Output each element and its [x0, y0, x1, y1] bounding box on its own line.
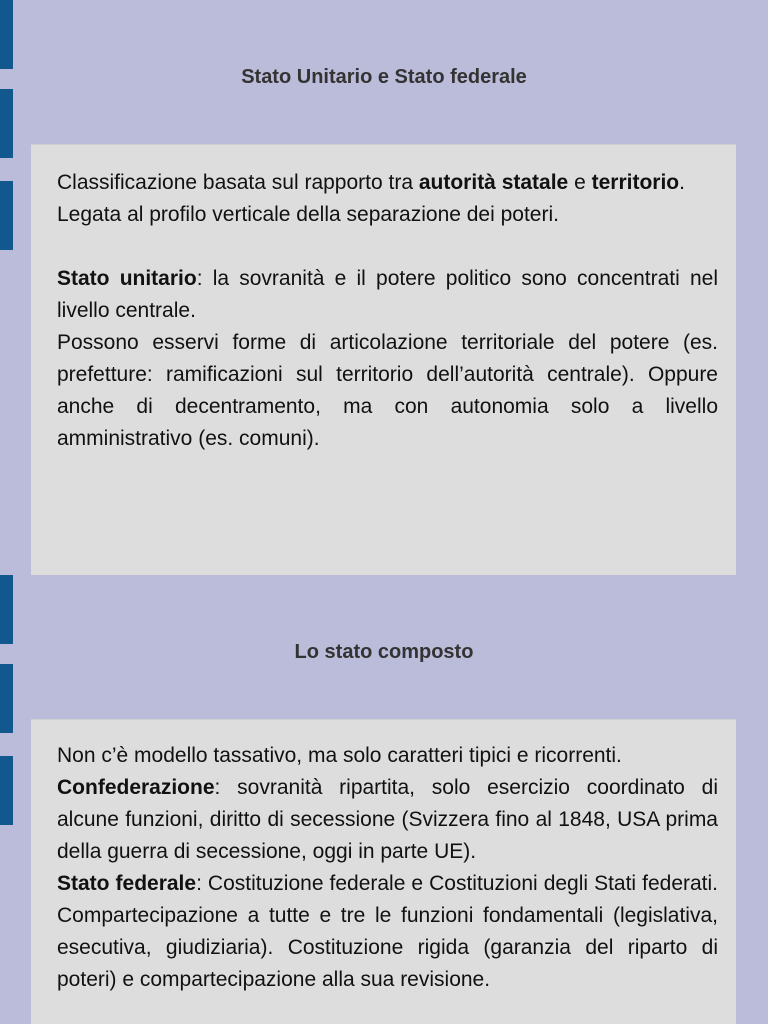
text: Classificazione basata sul rapporto tra: [57, 171, 419, 194]
content-box: [31, 144, 736, 575]
content-box: [31, 719, 736, 1024]
paragraph: [57, 772, 718, 868]
bold-term: Stato unitario: [57, 267, 197, 290]
paragraph: [57, 263, 718, 327]
accent-bar: [0, 89, 13, 158]
paragraph: [57, 868, 718, 996]
text: e: [568, 171, 592, 194]
text: .: [679, 171, 685, 194]
paragraph: Possono esservi forme di articolazione territoriale del potere (es. prefetture: ramificazioni sul territorio dell’autorità centrale). Oppure anche di decentramento, ma con autonomia solo a livello amministrativo (es. comuni).: [57, 331, 718, 450]
bold-term: Stato federale: [57, 872, 197, 895]
accent-bar: [0, 756, 13, 825]
accent-bar: [0, 575, 13, 644]
text: : sovranità ripartita, solo esercizio coordinato di alcune funzioni, diritto di secessione (Svizzera fino al 1848, USA prima della guerra di secessione, oggi in parte UE).: [57, 776, 718, 863]
accent-bar: [0, 664, 13, 733]
text: : Costituzione federale e Costituzioni degli Stati federati. Compartecipazione a tutte e tre le funzioni fondamentali (legislativa, esecutiva, giudiziaria). Costituzione rigida (garanzia del riparto di poteri) e compartecipazione alla sua revisione.: [57, 872, 718, 991]
bold-term: autorità statale: [418, 171, 569, 194]
accent-bar: [0, 0, 13, 69]
slide-title: Lo stato composto: [294, 641, 474, 663]
slide-title: Stato Unitario e Stato federale: [241, 66, 527, 88]
bold-term: Confederazione: [57, 776, 215, 799]
accent-bar: [0, 181, 13, 250]
bold-term: territorio: [591, 171, 680, 194]
slide-2: [0, 575, 768, 1024]
paragraph: Non c’è modello tassativo, ma solo caratteri tipici e ricorrenti.: [57, 744, 622, 767]
text: : la sovranità e il potere politico sono concentrati nel livello centrale.: [57, 267, 718, 322]
paragraph: Legata al profilo verticale della separazione dei poteri.: [57, 203, 559, 226]
paragraph: [57, 167, 718, 199]
